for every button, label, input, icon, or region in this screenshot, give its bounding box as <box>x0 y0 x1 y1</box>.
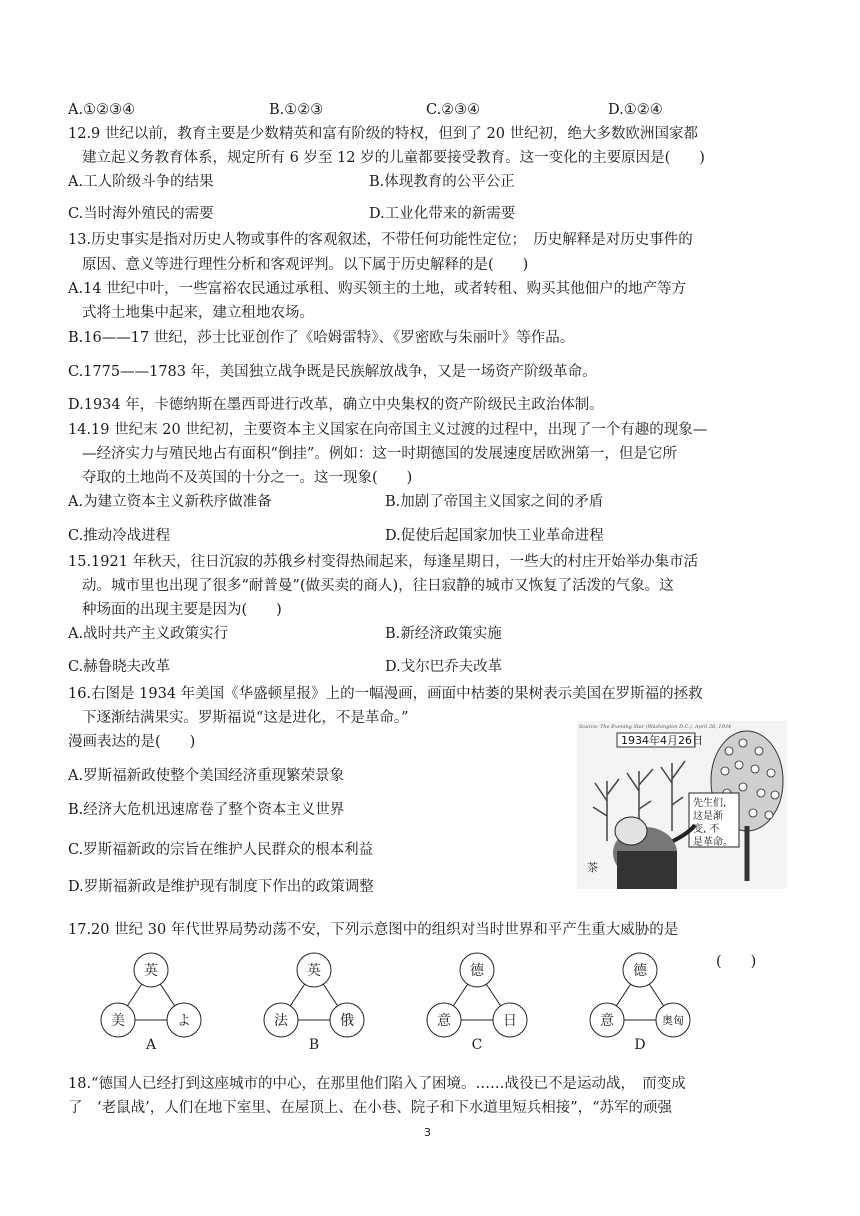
q13-option-a-line-2: 式将土地集中起来，建立租地农场。 <box>82 305 314 321</box>
diagram-c-right: 日 <box>503 1013 517 1029</box>
q13-option-d: D.1934 年，卡德纳斯在墨西哥进行改革，确立中央集权的资产阶级民主政治体制。 <box>68 397 604 413</box>
cartoon-bubble-line-4: 是革命。 <box>693 837 733 848</box>
diagram-d-letter: D <box>634 1037 646 1050</box>
q14-stem-line-1: 14.19 世纪末 20 世纪初，主要资本主义国家在向帝国主义过渡的过程中，出现了一个有趣的现象— <box>68 422 708 438</box>
q14-option-a: A.为建立资本主义新秩序做准备 <box>68 494 272 510</box>
q12-stem-line-1: 12.9 世纪以前，教育主要是少数精英和富有阶级的特权，但到了 20 世纪初，绝大多数欧洲国家都 <box>68 126 699 142</box>
q16-option-d: D.罗斯福新政是维护现有制度下作出的政策调整 <box>68 879 374 895</box>
q16-option-a: A.罗斯福新政使整个美国经济重现繁荣景象 <box>68 768 345 784</box>
q15-option-b: B.新经济政策实施 <box>385 626 502 642</box>
q15-option-c: C.赫鲁晓夫改革 <box>68 659 171 675</box>
diagram-b-left: 法 <box>274 1013 288 1029</box>
diagram-b-right: 俄 <box>340 1013 354 1029</box>
q17-answer-paren: ( ) <box>716 954 757 970</box>
diagram-a <box>101 953 201 1050</box>
cartoon-bubble-line-3: 变, 不 <box>693 824 720 835</box>
q11-option-b: B.①②③ <box>269 102 324 118</box>
q15-option-d: D.戈尔巴乔夫改革 <box>385 659 503 675</box>
q13-option-c: C.1775——1783 年，美国独立战争既是民族解放战争，又是一场资产阶级革命。 <box>68 364 597 380</box>
diagram-d <box>590 953 690 1050</box>
diagram-a-left: 美 <box>111 1013 125 1029</box>
q13-option-b: B.16——17 世纪，莎士比亚创作了《哈姆雷特》、《罗密欧与朱丽叶》等作品。 <box>68 330 575 346</box>
q12-stem-line-2: 建立起义务教育体系，规定所有 6 岁至 12 岁的儿童都要接受教育。这一变化的主要原因是( ) <box>82 150 705 166</box>
q14-stem-line-2: —经济实力与殖民地占有面积“倒挂”。例如：这一时期德国的发展速度居欧洲第一，但是它所 <box>82 446 677 462</box>
diagram-c-top: 德 <box>470 963 484 979</box>
q14-stem-line-3: 夺取的土地尚不及英国的十分之一。这一现象( ) <box>82 470 413 486</box>
q16-option-c: C.罗斯福新政的宗旨在维护人民群众的根本利益 <box>68 842 374 858</box>
diagram-c <box>427 953 527 1050</box>
q18-stem-line-2: 了 ‘老鼠战’，人们在地下室里、在屋顶上、在小巷、院子和下水道里短兵相接”，“苏军的顽强 <box>68 1100 673 1116</box>
q17-diagrams <box>94 950 734 1050</box>
diagram-d-left: 意 <box>600 1013 614 1029</box>
q18-stem-line-1: 18.“德国人已经打到这座城市的中心，在那里他们陷入了困境。……战役已不是运动战， 而变成 <box>68 1076 686 1092</box>
q15-stem-line-3: 种场面的出现主要是因为( ) <box>82 602 282 618</box>
q14-option-b: B.加剧了帝国主义国家之间的矛盾 <box>385 494 604 510</box>
cartoon-date-label: 1934年4月26日 <box>621 734 703 747</box>
cartoon-bubble-line-2: 这是渐 <box>693 811 723 822</box>
cartoon-source-caption: Source: The Evening Star (Washington D.C.), April 26, 1934 <box>579 724 732 730</box>
q15-stem-line-2: 动。城市里也出现了很多“耐普曼”(做买卖的商人)，往日寂静的城市又恢复了活泼的气象。这 <box>82 578 674 594</box>
diagram-c-left: 意 <box>437 1013 451 1029</box>
q14-option-c: C.推动冷战进程 <box>68 528 171 544</box>
q17-stem: 17.20 世纪 30 年代世界局势动荡不安，下列示意图中的组织对当时世界和平产生重大威胁的是 <box>68 922 679 938</box>
q16-stem-line-3: 漫画表达的是( ) <box>68 734 196 750</box>
q14-option-d: D.促使后起国家加快工业革命进程 <box>385 528 604 544</box>
q13-stem-line-1: 13.历史事实是指对历史人物或事件的客观叙述，不带任何功能性定位； 历史解释是对历史事件的 <box>68 232 693 248</box>
q12-option-b: B.体现教育的公平公正 <box>369 174 515 190</box>
diagram-b <box>264 953 364 1050</box>
cartoon-bubble-line-1: 先生们, <box>693 798 727 809</box>
cartoon-corner-mark: 茶 <box>587 861 598 874</box>
q11-option-a: A.①②③④ <box>68 102 136 118</box>
q12-option-c: C.当时海外殖民的需要 <box>68 206 214 222</box>
diagram-d-right: 奥匈 <box>662 1014 684 1027</box>
diagram-a-right: よ <box>177 1013 191 1029</box>
diagram-b-top: 英 <box>307 963 321 979</box>
diagram-c-letter: C <box>471 1037 483 1050</box>
q16-stem-line-1: 16.右图是 1934 年美国《华盛顿星报》上的一幅漫画，画面中枯萎的果树表示美国在罗斯福的拯救 <box>68 686 703 702</box>
q11-option-c: C.②③④ <box>426 102 481 118</box>
roosevelt-cartoon-image <box>577 721 787 889</box>
diagram-d-top: 德 <box>633 963 647 979</box>
diagram-a-top: 英 <box>144 963 158 979</box>
q12-option-d: D.工业化带来的新需要 <box>369 206 516 222</box>
page-number: 3 <box>424 1126 431 1139</box>
q13-stem-line-2: 原因、意义等进行理性分析和客观评判。以下属于历史解释的是( ) <box>82 257 529 273</box>
diagram-b-letter: B <box>308 1037 320 1050</box>
q13-option-a-line-1: A.14 世纪中叶，一些富裕农民通过承租、购买领主的土地，或者转租、购买其他佃户的地产等方 <box>68 281 687 297</box>
q16-option-b: B.经济大危机迅速席卷了整个资本主义世界 <box>68 802 345 818</box>
q15-stem-line-1: 15.1921 年秋天，往日沉寂的苏俄乡村变得热闹起来，每逢星期日，一些大的村庄开始举办集市活 <box>68 554 699 570</box>
q11-option-d: D.①②④ <box>608 102 663 118</box>
q12-option-a: A.工人阶级斗争的结果 <box>68 174 214 190</box>
diagram-a-letter: A <box>145 1037 157 1050</box>
q16-stem-line-2: 下逐渐结满果实。罗斯福说“这是进化，不是革命。” <box>82 710 409 726</box>
q15-option-a: A.战时共产主义政策实行 <box>68 626 229 642</box>
